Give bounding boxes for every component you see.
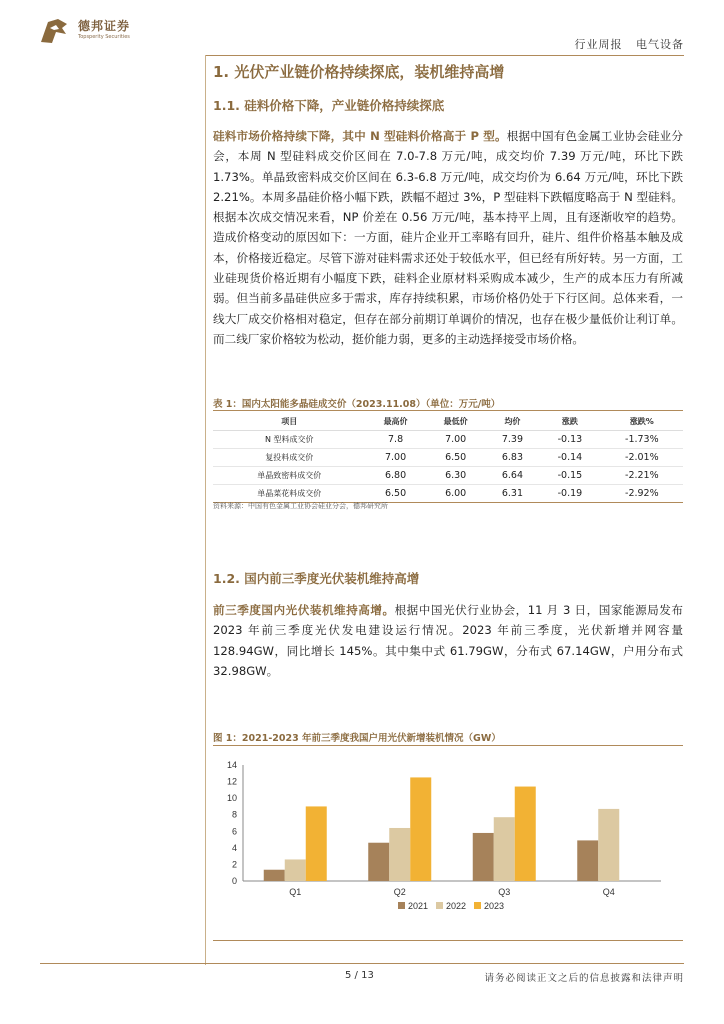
x-tick-label: Q4 [602, 887, 615, 897]
paragraph-installations [213, 600, 683, 681]
table-cell: -2.01% [601, 449, 683, 467]
company-name-en: Topsperity Securities [78, 34, 130, 40]
x-tick-label: Q2 [393, 887, 406, 897]
table-cell: 6.00 [426, 485, 486, 503]
y-tick-label: 0 [231, 876, 237, 886]
legend-swatch-2021 [398, 902, 405, 909]
bar-2022-Q2 [389, 828, 410, 881]
table-cell: 7.00 [426, 431, 486, 449]
page-number: 5 / 13 [345, 970, 374, 981]
report-type: 行业周报 [574, 38, 623, 51]
left-margin-rule [205, 55, 206, 965]
legend-label: 2023 [484, 901, 505, 911]
table-title: 表 1：国内太阳能多晶硅成交价（2023.11.08）（单位：万元/吨） [213, 399, 501, 410]
table-cell: -2.21% [601, 467, 683, 485]
y-tick-label: 14 [226, 760, 237, 770]
col-header: 涨跌% [601, 412, 683, 431]
legend-swatch-2022 [436, 902, 443, 909]
y-tick-label: 10 [226, 793, 237, 804]
paragraph-lead: 前三季度国内光伏装机维持高增。 [213, 603, 395, 617]
bar-2021-Q3 [473, 833, 494, 881]
subsection-title-1-2: 1.2. 国内前三季度光伏装机维持高增 [213, 571, 420, 586]
bar-2023-Q2 [410, 777, 431, 881]
col-header: 均价 [486, 412, 540, 431]
y-tick-label: 12 [226, 776, 237, 787]
section-title: 1. 光伏产业链价格持续探底，装机维持高增 [213, 63, 505, 81]
price-table [213, 412, 683, 503]
table-row [213, 485, 683, 503]
legend-swatch-2023 [474, 902, 481, 909]
bar-2021-Q1 [264, 870, 285, 881]
table-cell: 6.64 [486, 467, 540, 485]
x-tick-label: Q3 [498, 887, 511, 897]
paragraph-body: 根据中国光伏行业协会，11 月 3 日，国家能源局发布 2023 年前三季度光伏发电建设运行情况。2023 年前三季度，光伏新增并网容量 128.94GW，同比增长 145%。其中集中式 61.79GW，分布式 67.14GW，户用分布式 32.98GW。 [213, 603, 683, 678]
company-name-cn: 德邦证券 [78, 19, 131, 33]
paragraph-silicon-price [213, 126, 683, 349]
table-cell: -0.15 [539, 467, 600, 485]
bar-2022-Q4 [598, 809, 619, 881]
table-cell: 6.80 [366, 467, 426, 485]
table-cell: 6.83 [486, 449, 540, 467]
table-cell: 单晶菜花料成交价 [213, 485, 366, 503]
table-row [213, 449, 683, 467]
col-header: 涨跌 [539, 412, 600, 431]
table-cell: 6.50 [426, 449, 486, 467]
col-header: 项目 [213, 412, 366, 431]
industry-label: 电气设备 [636, 38, 684, 51]
bar-2023-Q3 [515, 787, 536, 881]
footer-divider [40, 963, 684, 964]
table-cell: -2.92% [601, 485, 683, 503]
table-cell: -1.73% [601, 431, 683, 449]
bar-2021-Q4 [577, 840, 598, 881]
table-source-note: 资料来源：中国有色金属工业协会硅业分会，德邦研究所 [213, 502, 388, 510]
legal-disclaimer: 请务必阅读正文之后的信息披露和法律声明 [484, 973, 684, 984]
table-cell: N 型料成交价 [213, 431, 366, 449]
table-cell: 7.39 [486, 431, 540, 449]
col-header: 最高价 [366, 412, 426, 431]
table-cell: 复投料成交价 [213, 449, 366, 467]
table-cell: -0.14 [539, 449, 600, 467]
subsection-title-1-1: 1.1. 硅料价格下降，产业链价格持续探底 [213, 98, 445, 113]
bar-2023-Q1 [306, 806, 327, 881]
company-logo-icon [38, 16, 70, 46]
paragraph-body: 根据中国有色金属工业协会硅业分会，本周 N 型硅料成交价区间在 7.0-7.8 万元/吨，成交均价 7.39 万元/吨，环比下跌 1.73%。单晶致密料成交价区间在 6.3-6.8 万元/吨，成交均价为 6.64 万元/吨，环比下跌 2.21%。本周多晶硅价格小幅下跌，跌幅不超过 3%，P 型硅料下跌幅度略高于 N 型硅料。根据本次成交情况来看，NP 价差在 0.56 万元/吨，基本持平上周，且有逐渐收窄的趋势。造成价格变动的原因如下：一方面，硅片企业开工率略有回升，硅片、组件价格基本触及成本，价格接近稳定。尽管下游对硅料需求还处于较低水平，但已经有所好转。另一方面，工业硅现货价格近期有小幅度下跌，硅料企业原材料采购成本减少，生产的成本压力有所减弱。但当前多晶硅供应多于需求，库存持续积累，市场价格仍处于下行区间。总体来看，一线大厂成交价格相对稳定，但存在部分前期订单调价的情况，也存在极少量低价让利订单。而二线厂家价格较为松动，挺价能力弱，更多的主动选择接受市场价格。 [213, 129, 683, 346]
table-cell: 单晶致密料成交价 [213, 467, 366, 485]
y-tick-label: 6 [231, 826, 237, 837]
bar-chart [213, 755, 683, 935]
legend-label: 2022 [446, 901, 467, 911]
header-divider [205, 55, 684, 56]
table-top-rule [213, 410, 683, 411]
paragraph-lead: 硅料市场价格持续下降，其中 N 型硅料价格高于 P 型。 [213, 129, 507, 143]
table-cell: 7.8 [366, 431, 426, 449]
table-cell: 6.50 [366, 485, 426, 503]
figure-title: 图 1：2021-2023 年前三季度我国户用光伏新增装机情况（GW） [213, 733, 501, 744]
bar-2021-Q2 [368, 843, 389, 881]
bar-2022-Q1 [285, 859, 306, 881]
table-header-row [213, 412, 683, 431]
table-cell: 6.30 [426, 467, 486, 485]
table-row [213, 431, 683, 449]
table-cell: 6.31 [486, 485, 540, 503]
x-tick-label: Q1 [289, 887, 302, 897]
table-cell: -0.13 [539, 431, 600, 449]
figure-top-rule [213, 745, 683, 746]
figure-bottom-rule [213, 940, 683, 941]
report-category [575, 36, 685, 52]
bar-2022-Q3 [494, 817, 515, 881]
col-header: 最低价 [426, 412, 486, 431]
table-cell: 7.00 [366, 449, 426, 467]
y-tick-label: 8 [231, 809, 237, 820]
table-row [213, 467, 683, 485]
legend-label: 2021 [408, 901, 429, 911]
table-cell: -0.19 [539, 485, 600, 503]
y-tick-label: 2 [231, 859, 237, 870]
y-tick-label: 4 [231, 842, 237, 853]
